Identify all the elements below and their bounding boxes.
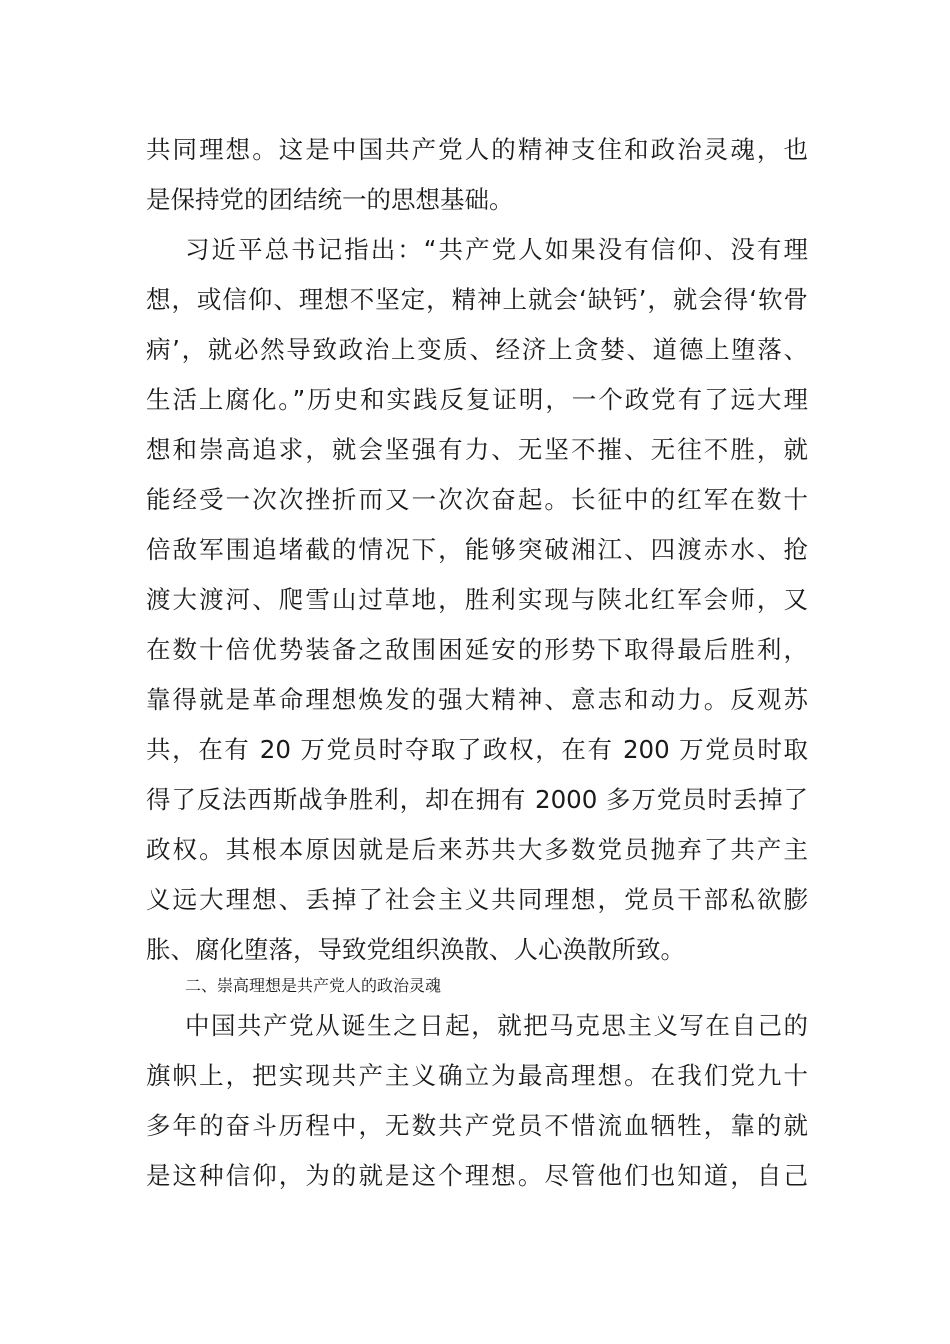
- text-line: 能经受一次次挫折而又一次次奋起。长征中的红军在数十: [146, 485, 808, 514]
- text-line: 渡大渡河、爬雪山过草地，胜利实现与陕北红军会师，又: [146, 585, 808, 614]
- text-line: 中国共产党从诞生之日起，就把马克思主义写在自己的: [185, 1011, 808, 1040]
- text-line: 倍敌军围追堵截的情况下，能够突破湘江、四渡赤水、抢: [146, 535, 808, 564]
- text-line: 得了反法西斯战争胜利，却在拥有 2000 多万党员时丢掉了: [146, 785, 808, 814]
- text-line: 胀、腐化堕落，导致党组织涣散、人心涣散所致。: [146, 935, 685, 964]
- text-line: 义远大理想、丢掉了社会主义共同理想，党员干部私欲膨: [146, 885, 808, 914]
- text-line: 习近平总书记指出：“共产党人如果没有信仰、没有理: [185, 235, 808, 264]
- text-line: 想，或信仰、理想不坚定，精神上就会‘缺钙’，就会得‘软骨: [146, 285, 808, 314]
- text-line: 靠得就是革命理想焕发的强大精神、意志和动力。反观苏: [146, 685, 808, 714]
- text-line: 在数十倍优势装备之敌围困延安的形势下取得最后胜利，: [146, 635, 808, 664]
- text-line: 生活上腐化。”历史和实践反复证明，一个政党有了远大理: [146, 385, 808, 414]
- text-line: 多年的奋斗历程中，无数共产党员不惜流血牺牲，靠的就: [146, 1111, 808, 1140]
- text-line: 共，在有 20 万党员时夺取了政权，在有 200 万党员时取: [146, 735, 808, 764]
- text-line: 政权。其根本原因就是后来苏共大多数党员抛弃了共产主: [146, 835, 808, 864]
- text-line: 旗帜上，把实现共产主义确立为最高理想。在我们党九十: [146, 1061, 808, 1090]
- text-line: 病’，就必然导致政治上变质、经济上贪婪、道德上堕落、: [146, 335, 808, 364]
- text-line: 想和崇高追求，就会坚强有力、无坚不摧、无往不胜，就: [146, 435, 808, 464]
- section-heading: 二、崇高理想是共产党人的政治灵魂: [185, 976, 442, 995]
- text-line: 是保持党的团结统一的思想基础。: [146, 185, 514, 214]
- text-line: 共同理想。这是中国共产党人的精神支住和政治灵魂，也: [146, 135, 808, 164]
- text-line: 是这种信仰，为的就是这个理想。尽管他们也知道，自己: [146, 1161, 808, 1190]
